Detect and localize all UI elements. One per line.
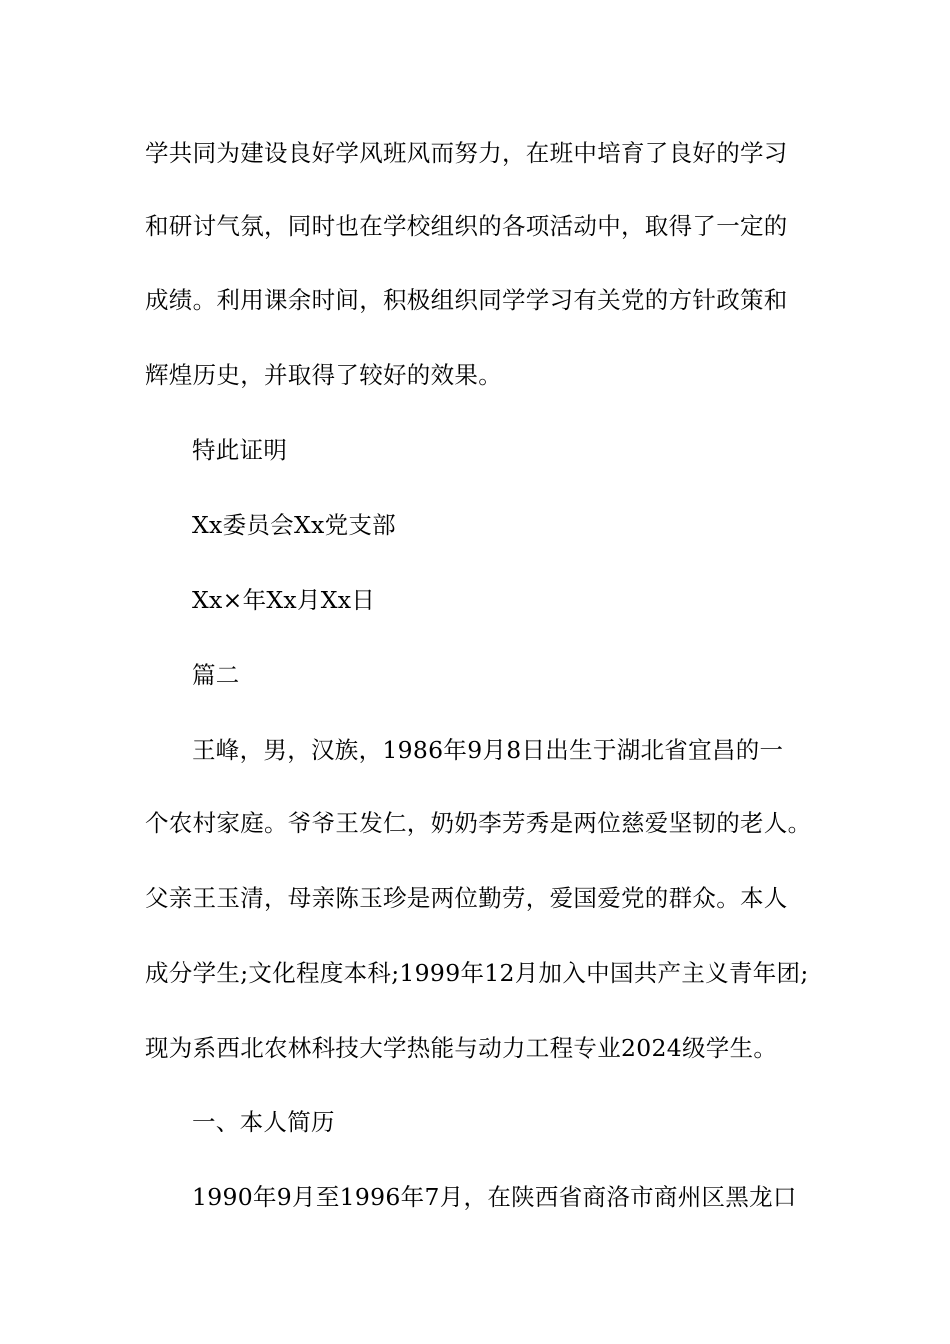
paragraph-line: 1990年9月至1996年7月，在陕西省商洛市商州区黑龙口 — [192, 1183, 797, 1211]
paragraph-line: 和研讨气氛，同时也在学校组织的各项活动中，取得了一定的 — [145, 212, 788, 240]
paragraph-line: 王峰，男，汉族，1986年9月8日出生于湖北省宜昌的一 — [192, 736, 784, 764]
paragraph-line: 成绩。利用课余时间，积极组织同学学习有关党的方针政策和 — [145, 286, 788, 314]
certification-text: 特此证明 — [192, 436, 288, 464]
paragraph-line: 成分学生;文化程度本科;1999年12月加入中国共产主义青年团; — [145, 959, 809, 987]
date-line: Xx×年Xx月Xx日 — [192, 586, 376, 614]
subsection-heading: 一、本人简历 — [192, 1108, 335, 1136]
paragraph-line: 个农村家庭。爷爷王发仁，奶奶李芳秀是两位慈爱坚韧的老人。 — [145, 809, 812, 837]
section-heading: 篇二 — [192, 661, 240, 689]
paragraph-line: 学共同为建设良好学风班风而努力，在班中培育了良好的学习 — [145, 139, 788, 167]
paragraph-line: 辉煌历史，并取得了较好的效果。 — [145, 361, 502, 389]
paragraph-line: 现为系西北农林科技大学热能与动力工程专业2024级学生。 — [145, 1034, 778, 1062]
issuer-line: Xx委员会Xx党支部 — [192, 511, 396, 539]
paragraph-line: 父亲王玉清，母亲陈玉珍是两位勤劳，爱国爱党的群众。本人 — [145, 884, 788, 912]
